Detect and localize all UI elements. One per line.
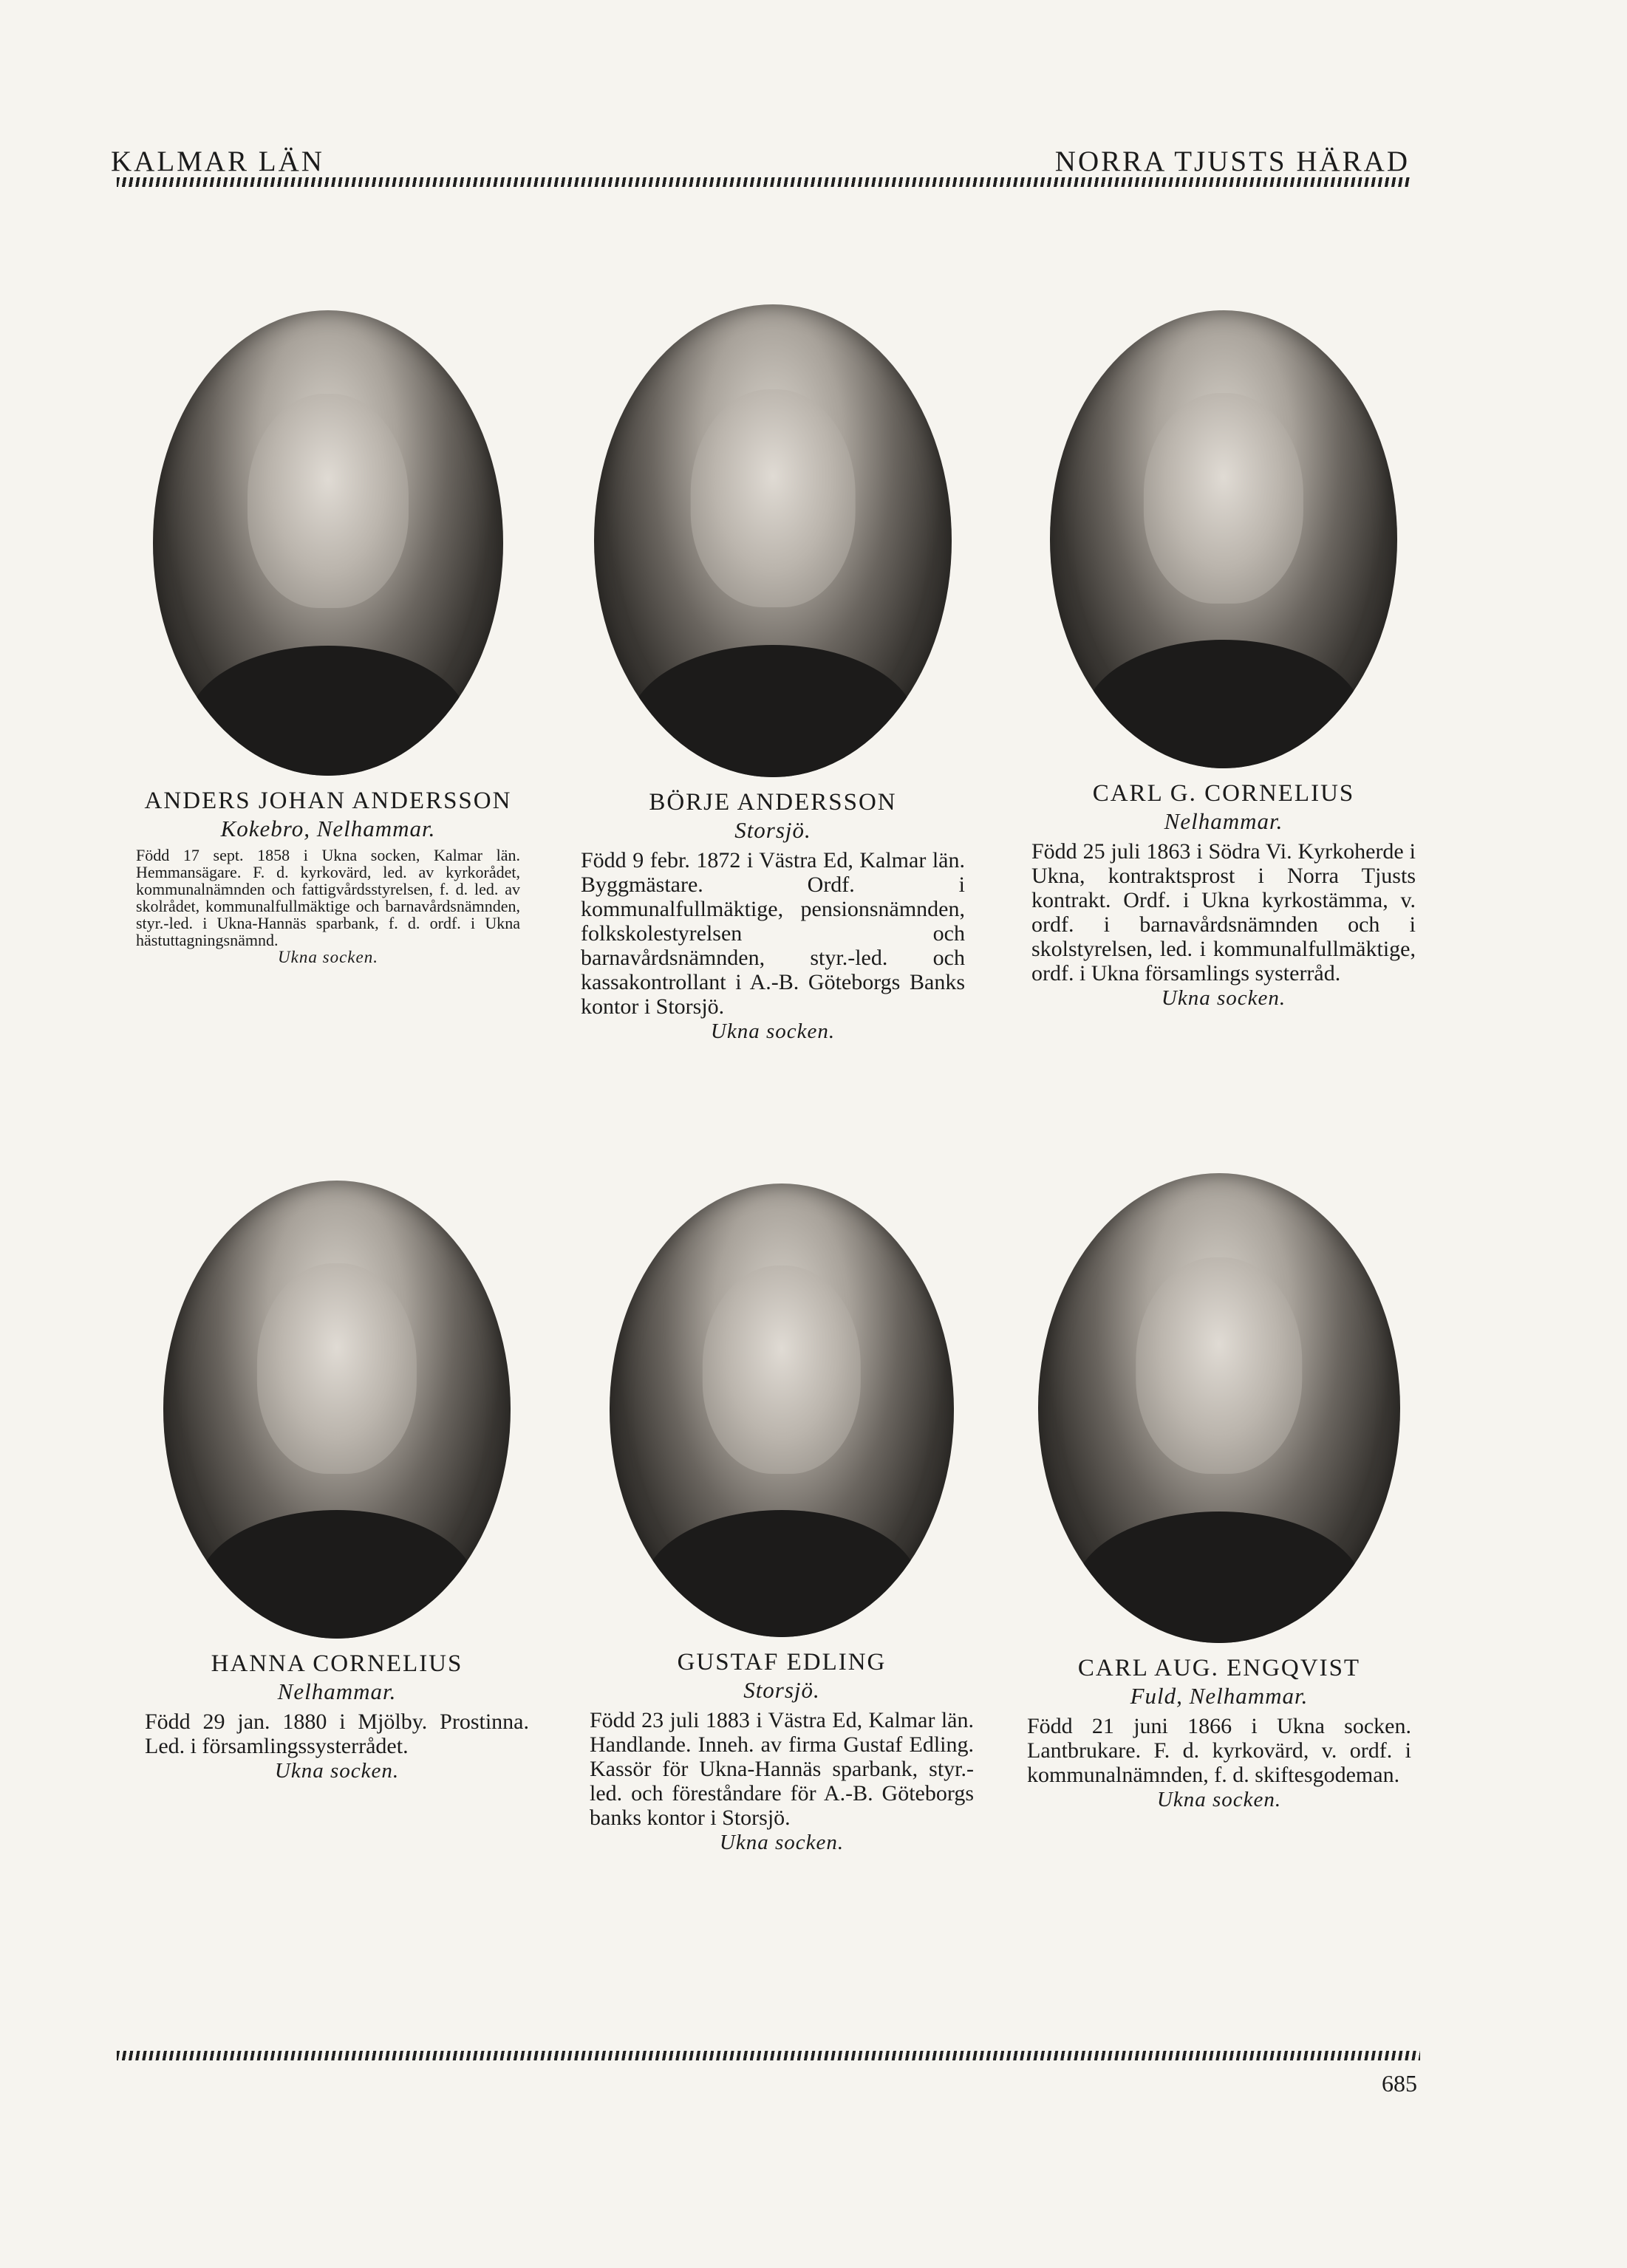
person-parish: Ukna socken.: [274, 1759, 400, 1783]
person-parish: Ukna socken.: [278, 948, 378, 966]
person-place: Kokebro, Nelhammar.: [220, 816, 436, 841]
person-name: GUSTAF EDLING: [677, 1649, 887, 1676]
person-name: CARL AUG. ENGQVIST: [1077, 1655, 1361, 1681]
entry-anders-johan-andersson: [121, 310, 535, 966]
person-name: HANNA CORNELIUS: [211, 1650, 463, 1677]
portrait-photo: [594, 304, 952, 777]
header-county: KALMAR LÄN: [111, 146, 324, 177]
entry-borje-andersson: [566, 304, 980, 1044]
person-name: CARL G. CORNELIUS: [1092, 780, 1355, 807]
person-place: Nelhammar.: [1164, 808, 1283, 834]
person-biography: Född 25 juli 1863 i Södra Vi. Kyrkoherde i Ukna, kontraktsprost i Norra Tjusts kontrakt. Ordf. i Ukna kyrkostämma, v. ordf. i barnavårdsnämnden och i skolstyrelsen, led. i kommunalfullmäktige, ordf. i Ukna församlings systerråd.: [1031, 839, 1416, 986]
person-biography: Född 23 juli 1883 i Västra Ed, Kalmar län. Handlande. Inneh. av firma Gustaf Edling. Kassör för Ukna-Hannäs sparbank, styr.-led. och föreståndare för A.-B. Göteborgs banks kontor i Storsjö.: [590, 1708, 974, 1830]
bottom-ornamental-rule: [117, 2051, 1420, 2060]
portrait-photo: [1038, 1173, 1400, 1643]
person-name: BÖRJE ANDERSSON: [649, 789, 897, 816]
person-parish: Ukna socken.: [1161, 986, 1286, 1010]
running-header: [111, 145, 1410, 177]
header-district: NORRA TJUSTS HÄRAD: [1054, 146, 1410, 177]
portrait-photo: [610, 1183, 954, 1637]
entry-gustaf-edling: [575, 1183, 989, 1855]
person-name: ANDERS JOHAN ANDERSSON: [144, 788, 512, 814]
person-parish: Ukna socken.: [719, 1831, 845, 1854]
portrait-photo: [153, 310, 503, 776]
person-place: Fuld, Nelhammar.: [1130, 1683, 1309, 1709]
person-biography: Född 9 febr. 1872 i Västra Ed, Kalmar län. Byggmästare. Ordf. i kommunalfullmäktige, pensionsnämnden, folkskolestyrelsen och barnavårdsnämnden, styr.-led. och kassakontrollant i A.-B. Göteborgs Banks kontor i Storsjö.: [581, 848, 965, 1019]
top-ornamental-rule: [117, 177, 1410, 187]
person-biography: Född 21 juni 1866 i Ukna socken. Lantbrukare. F. d. kyrkovärd, v. ordf. i kommunalnämnden, f. d. skiftesgodeman.: [1027, 1714, 1411, 1787]
person-biography: Född 29 jan. 1880 i Mjölby. Prostinna. Led. i församlingssysterrådet.: [145, 1709, 529, 1758]
entry-hanna-cornelius: [130, 1181, 544, 1783]
person-parish: Ukna socken.: [1156, 1788, 1282, 1811]
person-biography: Född 17 sept. 1858 i Ukna socken, Kalmar län. Hemmansägare. F. d. kyrkovärd, led. av kyrkorådet, kommunalnämnden och fattigvårdsstyrelsen, f. d. led. av skolrådet, kommunalfullmäktige och barnavårdsnämnden, styr.-led. i Ukna-Hannäs sparbank, f. d. ordf. i Ukna hästuttagningsnämnd.: [136, 846, 520, 949]
person-place: Nelhammar.: [277, 1678, 397, 1704]
entry-carl-aug-engqvist: [1012, 1173, 1426, 1812]
portrait-photo: [1050, 310, 1397, 768]
person-parish: Ukna socken.: [710, 1019, 836, 1043]
portrait-photo: [163, 1181, 511, 1639]
person-place: Storsjö.: [734, 817, 811, 843]
page-number: 685: [1382, 2070, 1417, 2097]
entry-carl-g-cornelius: [1017, 310, 1430, 1011]
person-place: Storsjö.: [743, 1677, 820, 1703]
